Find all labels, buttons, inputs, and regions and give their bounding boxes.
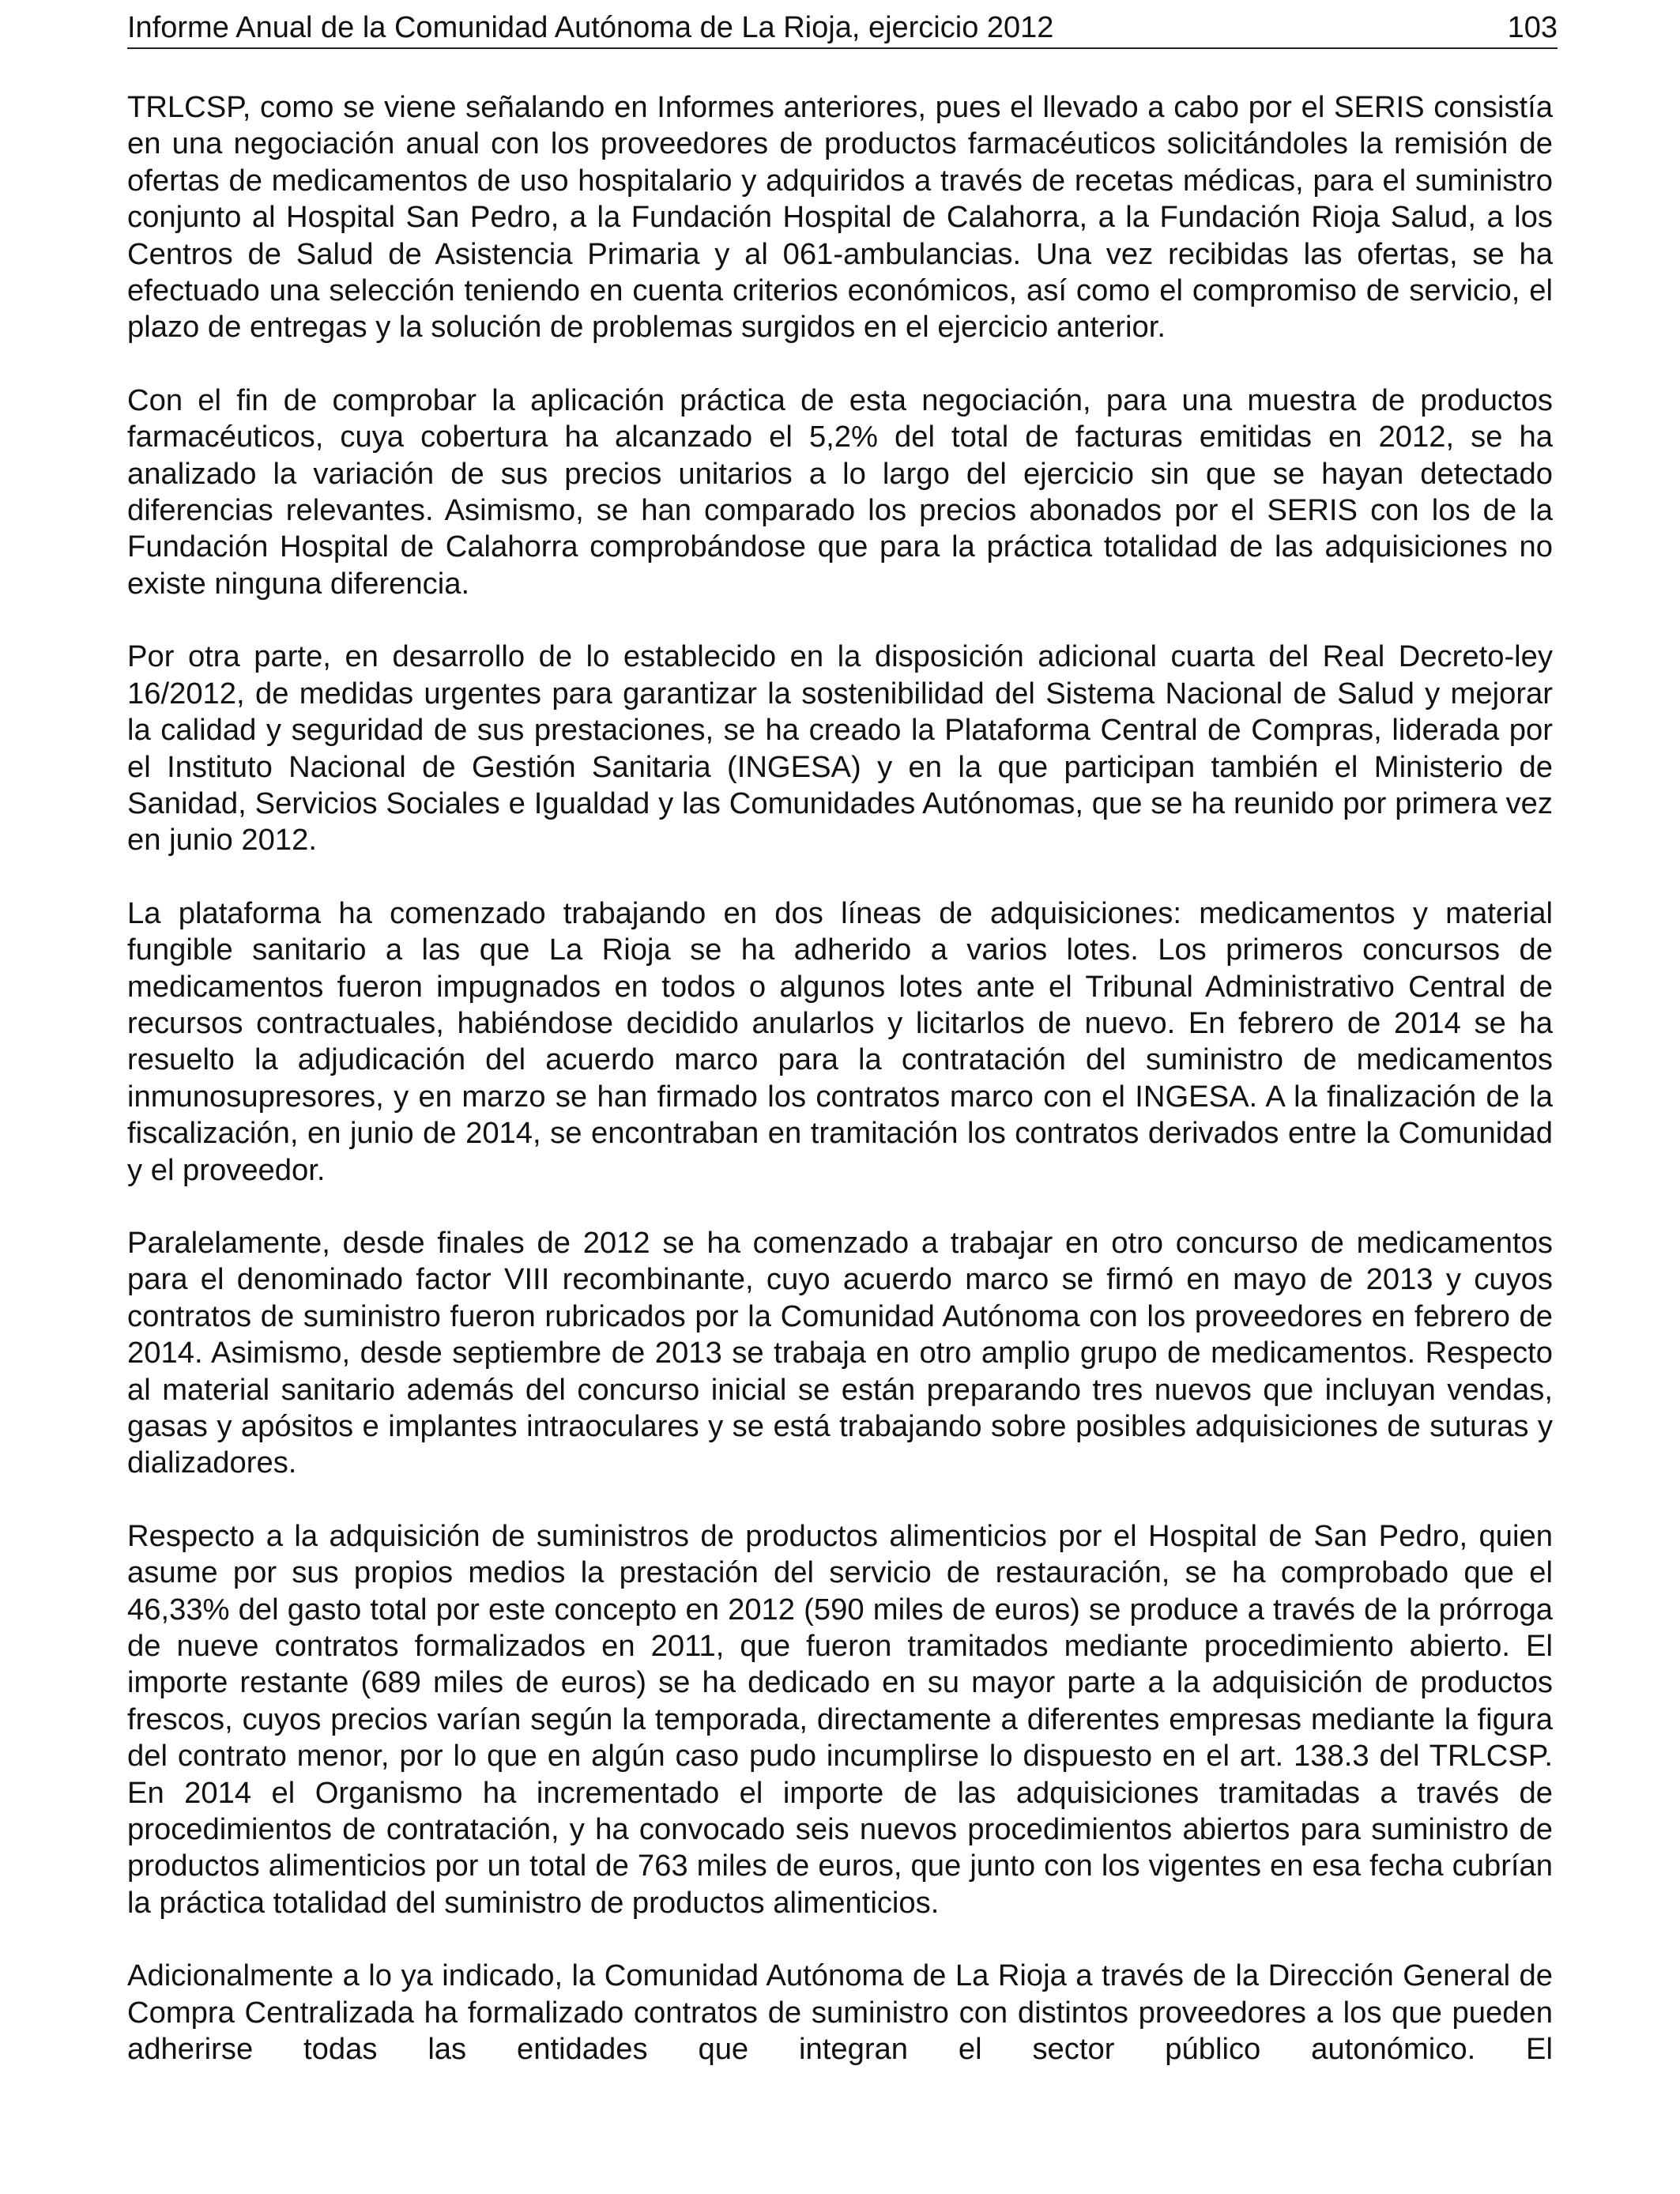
paragraph-4: La plataforma ha comenzado trabajando en dos líneas de adquisiciones: medicamentos y material fungible sanitario a las que La Rioja se ha adherido a varios lotes. Los primeros concursos de medicamentos fueron impugnados en todos o algunos lotes ante el Tribunal Administrativo Central de recursos contractuales, habiéndose decidido anularlos y licitarlos de nuevo. En febrero de 2014 se ha resuelto la adjudicación del acuerdo marco para la contratación del suministro de medicamentos inmunosupresores, y en marzo se han firmado los contratos marco con el INGESA. A la finalización de la fiscalización, en junio de 2014, se encontraban en tramitación los contratos derivados entre la Comunidad y el proveedor.: [127, 895, 1553, 1187]
page-number: 103: [1507, 11, 1558, 44]
page-header: [127, 8, 1558, 49]
paragraph-2: Con el fin de comprobar la aplicación práctica de esta negociación, para una muestra de productos farmacéuticos, cuya cobertura ha alcanzado el 5,2% del total de facturas emitidas en 2012, se ha analizado la variación de sus precios unitarios a lo largo del ejercicio sin que se hayan detectado diferencias relevantes. Asimismo, se han comparado los precios abonados por el SERIS con los de la Fundación Hospital de Calahorra comprobándose que para la práctica totalidad de las adquisiciones no existe ninguna diferencia.: [127, 383, 1553, 601]
paragraph-1: TRLCSP, como se viene señalando en Informes anteriores, pues el llevado a cabo por el SERIS consistía en una negociación anual con los proveedores de productos farmacéuticos solicitándoles la remisión de ofertas de medicamentos de uso hospitalario y adquiridos a través de recetas médicas, para el suministro conjunto al Hospital San Pedro, a la Fundación Hospital de Calahorra, a la Fundación Rioja Salud, a los Centros de Salud de Asistencia Primaria y al 061-ambulancias. Una vez recibidas las ofertas, se ha efectuado una selección teniendo en cuenta criterios económicos, así como el compromiso de servicio, el plazo de entregas y la solución de problemas surgidos en el ejercicio anterior.: [127, 90, 1553, 345]
paragraph-7: Adicionalmente a lo ya indicado, la Comunidad Autónoma de La Rioja a través de la Dirección General de Compra Centralizada ha formalizado contratos de suministro con distintos proveedores a los que pueden adherirse todas las entidades que integran el sector público autonómico. El: [127, 1958, 1553, 2067]
document-body: [127, 89, 1553, 2068]
paragraph-6: Respecto a la adquisición de suministros de productos alimenticios por el Hospital de San Pedro, quien asume por sus propios medios la prestación del servicio de restauración, se ha comprobado que el 46,33% del gasto total por este concepto en 2012 (590 miles de euros) se produce a través de la prórroga de nueve contratos formalizados en 2011, que fueron tramitados mediante procedimiento abierto. El importe restante (689 miles de euros) se ha dedicado en su mayor parte a la adquisición de productos frescos, cuyos precios varían según la temporada, directamente a diferentes empresas mediante la figura del contrato menor, por lo que en algún caso pudo incumplirse lo dispuesto en el art. 138.3 del TRLCSP. En 2014 el Organismo ha incrementado el importe de las adquisiciones tramitadas a través de procedimientos de contratación, y ha convocado seis nuevos procedimientos abiertos para suministro de productos alimenticios por un total de 763 miles de euros, que junto con los vigentes en esa fecha cubrían la práctica totalidad del suministro de productos alimenticios.: [127, 1518, 1553, 1920]
header-title: Informe Anual de la Comunidad Autónoma de La Rioja, ejercicio 2012: [127, 11, 1054, 44]
paragraph-3: Por otra parte, en desarrollo de lo establecido en la disposición adicional cuarta del Real Decreto-ley 16/2012, de medidas urgentes para garantizar la sostenibilidad del Sistema Nacional de Salud y mejorar la calidad y seguridad de sus prestaciones, se ha creado la Plataforma Central de Compras, liderada por el Instituto Nacional de Gestión Sanitaria (INGESA) y en la que participan también el Ministerio de Sanidad, Servicios Sociales e Igualdad y las Comunidades Autónomas, que se ha reunido por primera vez en junio 2012.: [127, 639, 1553, 858]
paragraph-5: Paralelamente, desde finales de 2012 se ha comenzado a trabajar en otro concurso de medicamentos para el denominado factor VIII recombinante, cuyo acuerdo marco se firmó en mayo de 2013 y cuyos contratos de suministro fueron rubricados por la Comunidad Autónoma con los proveedores en febrero de 2014. Asimismo, desde septiembre de 2013 se trabaja en otro amplio grupo de medicamentos. Respecto al material sanitario además del concurso inicial se están preparando tres nuevos que incluyan vendas, gasas y apósitos e implantes intraoculares y se está trabajando sobre posibles adquisiciones de suturas y dializadores.: [127, 1225, 1553, 1480]
